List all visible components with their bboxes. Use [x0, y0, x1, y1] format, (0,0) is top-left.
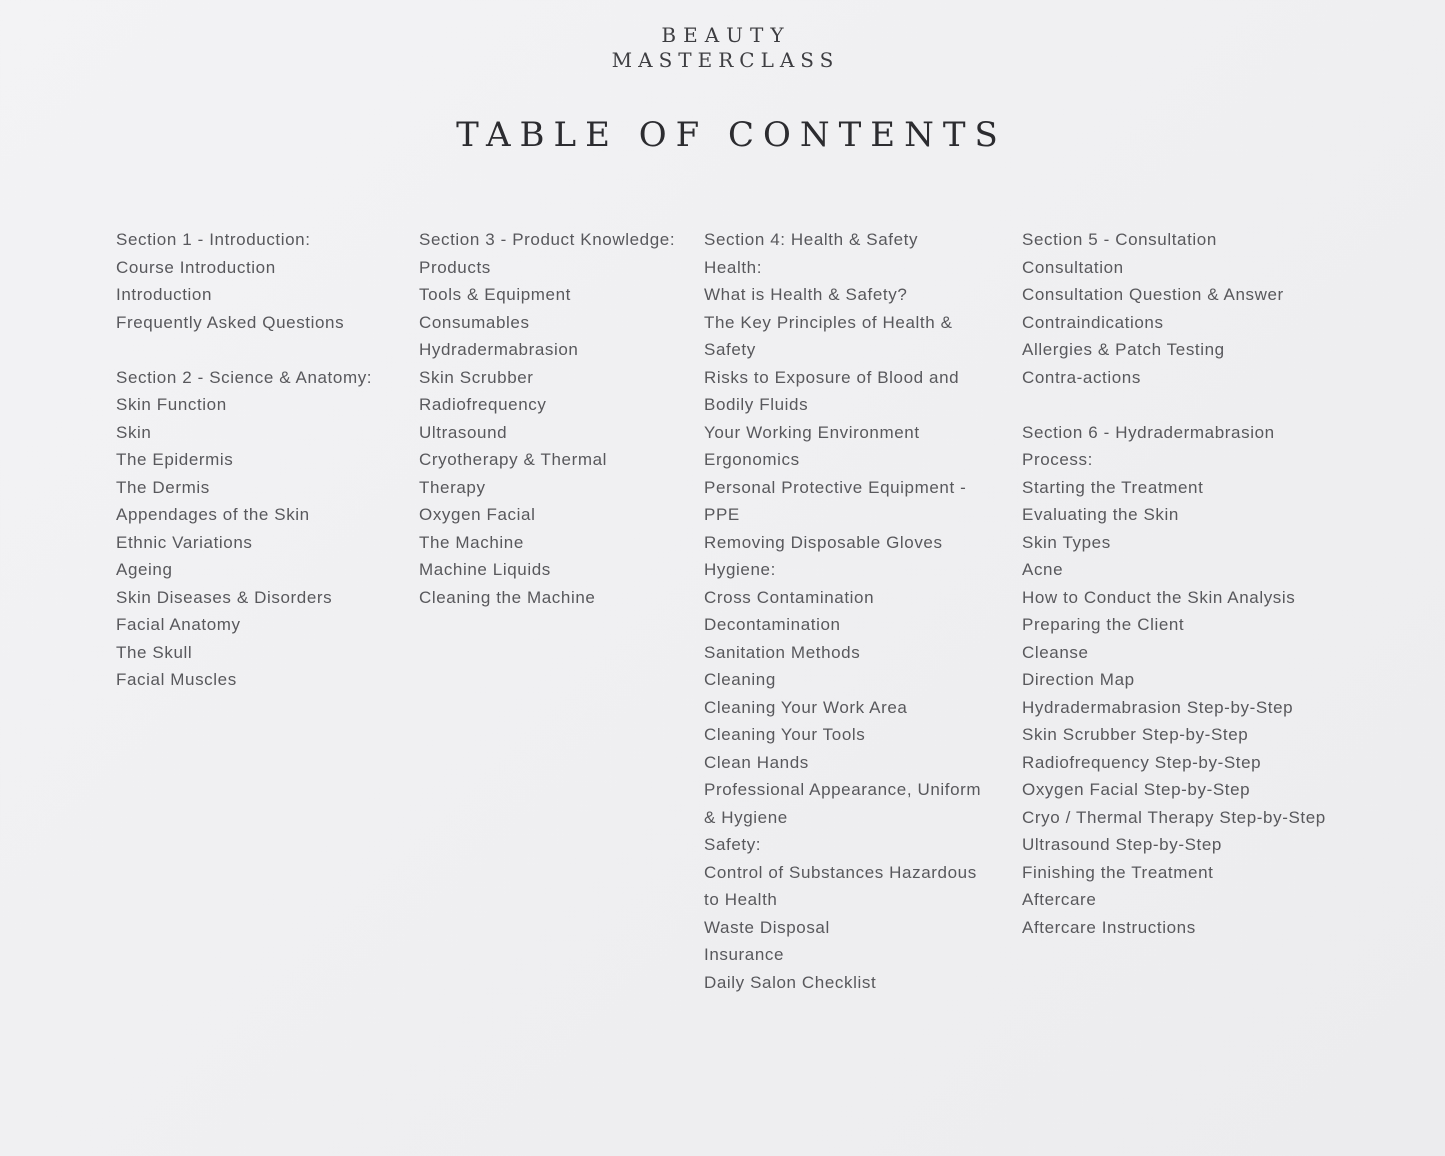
- brand-line-beauty: BEAUTY: [661, 23, 791, 47]
- toc-entry: Tools & Equipment: [419, 285, 571, 304]
- toc-entry: Cross Contamination: [704, 587, 875, 607]
- toc-entry: How to Conduct the Skin Analysis: [1022, 587, 1296, 607]
- toc-entry: Cryo / Thermal Therapy Step-by-Step: [1022, 807, 1326, 827]
- toc-entry: Radiofrequency Step-by-Step: [1022, 752, 1262, 772]
- toc-entry: Starting the Treatment: [1022, 477, 1204, 497]
- toc-column-3: [704, 226, 994, 996]
- section-heading: Section 3 - Product Knowledge:: [419, 230, 676, 249]
- toc-entry: Oxygen Facial: [419, 505, 536, 524]
- toc-entry: Contra-actions: [1022, 367, 1141, 387]
- toc-entry: Insurance: [704, 945, 785, 964]
- toc-entry: Frequently Asked Questions: [116, 312, 345, 332]
- toc-entry: Safety: [704, 340, 756, 359]
- toc-entry: Evaluating the Skin: [1022, 505, 1179, 524]
- toc-entry: Consultation Question & Answer: [1022, 285, 1284, 304]
- toc-entry: The Dermis: [116, 477, 210, 497]
- section-spacer: [1022, 391, 1362, 419]
- toc-entry: Safety:: [704, 835, 762, 854]
- toc-entry: Introduction: [116, 285, 213, 304]
- toc-entry: Personal Protective Equipment -: [704, 477, 967, 497]
- toc-entry: Facial Anatomy: [116, 615, 241, 634]
- toc-entry: Cleaning the Machine: [419, 587, 596, 607]
- toc-entry: Skin Diseases & Disorders: [116, 587, 333, 607]
- toc-entry: Ethnic Variations: [116, 532, 253, 552]
- toc-entry: Bodily Fluids: [704, 395, 809, 414]
- toc-entry: The Skull: [116, 642, 193, 662]
- toc-entry: Contraindications: [1022, 312, 1164, 332]
- toc-entry: Facial Muscles: [116, 670, 237, 689]
- toc-entry: Consultation: [1022, 257, 1124, 277]
- toc-entry: Course Introduction: [116, 257, 276, 277]
- toc-entry: Ultrasound: [419, 422, 508, 442]
- section-heading: Section 2 - Science & Anatomy:: [116, 367, 373, 387]
- toc-entry: Your Working Environment: [704, 422, 920, 442]
- toc-entry: Process:: [1022, 450, 1093, 469]
- toc-entry: Hydradermabrasion Step-by-Step: [1022, 697, 1294, 717]
- toc-entry: The Key Principles of Health &: [704, 312, 953, 332]
- section-heading: Section 5 - Consultation: [1022, 230, 1217, 249]
- toc-entry: What is Health & Safety?: [704, 285, 908, 304]
- toc-entry: Ageing: [116, 560, 173, 579]
- toc-entry: Removing Disposable Gloves: [704, 532, 943, 552]
- toc-entry: Oxygen Facial Step-by-Step: [1022, 780, 1251, 799]
- section-heading: Section 6 - Hydradermabrasion: [1022, 422, 1275, 442]
- toc-entry: Skin: [116, 422, 152, 442]
- toc-entry: Skin Scrubber Step-by-Step: [1022, 725, 1249, 744]
- toc-entry: Control of Substances Hazardous: [704, 862, 977, 882]
- brand-logo: [0, 22, 1445, 72]
- toc-entry: Cleaning Your Tools: [704, 725, 866, 744]
- toc-entry: Skin Function: [116, 395, 227, 414]
- toc-entry: Risks to Exposure of Blood and: [704, 367, 960, 387]
- brand-line-masterclass: MASTERCLASS: [611, 48, 840, 72]
- toc-entry: Direction Map: [1022, 670, 1135, 689]
- toc-entry: Products: [419, 257, 491, 277]
- toc-entry: Consumables: [419, 312, 530, 332]
- toc-entry: Waste Disposal: [704, 917, 830, 937]
- toc-entry: Cleaning: [704, 670, 776, 689]
- toc-entry: Machine Liquids: [419, 560, 551, 579]
- toc-entry: Skin Types: [1022, 532, 1111, 552]
- toc-entry: Acne: [1022, 560, 1064, 579]
- section-heading: Section 1 - Introduction:: [116, 230, 311, 249]
- toc-entry: Sanitation Methods: [704, 642, 861, 662]
- toc-entry: Radiofrequency: [419, 395, 547, 414]
- toc-entry: & Hygiene: [704, 807, 788, 827]
- toc-entry: to Health: [704, 890, 778, 909]
- toc-entry: The Epidermis: [116, 450, 234, 469]
- toc-entry: Therapy: [419, 477, 486, 497]
- toc-entry: Finishing the Treatment: [1022, 862, 1214, 882]
- toc-entry: The Machine: [419, 532, 524, 552]
- toc-entry: PPE: [704, 505, 740, 524]
- toc-entry: Skin Scrubber: [419, 367, 534, 387]
- toc-entry: Aftercare: [1022, 890, 1097, 909]
- toc-entry: Appendages of the Skin: [116, 505, 310, 524]
- toc-entry: Health:: [704, 257, 763, 277]
- toc-entry: Ergonomics: [704, 450, 800, 469]
- toc-entry: Cleaning Your Work Area: [704, 697, 908, 717]
- toc-entry: Preparing the Client: [1022, 615, 1185, 634]
- toc-column-4: [1022, 226, 1362, 941]
- toc-entry: Ultrasound Step-by-Step: [1022, 835, 1222, 854]
- toc-entry: Professional Appearance, Uniform: [704, 780, 982, 799]
- page-title: TABLE OF CONTENTS: [456, 115, 1007, 155]
- section-heading: Section 4: Health & Safety: [704, 230, 919, 249]
- toc-entry: Daily Salon Checklist: [704, 972, 877, 992]
- toc-entry: Aftercare Instructions: [1022, 917, 1196, 937]
- toc-column-2: [419, 226, 697, 611]
- toc-entry: Allergies & Patch Testing: [1022, 340, 1225, 359]
- toc-entry: Cryotherapy & Thermal: [419, 450, 608, 469]
- toc-column-1: [116, 226, 406, 694]
- toc-entry: Clean Hands: [704, 752, 809, 772]
- section-spacer: [116, 336, 406, 364]
- toc-entry: Decontamination: [704, 615, 841, 634]
- toc-entry: Cleanse: [1022, 642, 1089, 662]
- toc-entry: Hydradermabrasion: [419, 340, 579, 359]
- toc-entry: Hygiene:: [704, 560, 776, 579]
